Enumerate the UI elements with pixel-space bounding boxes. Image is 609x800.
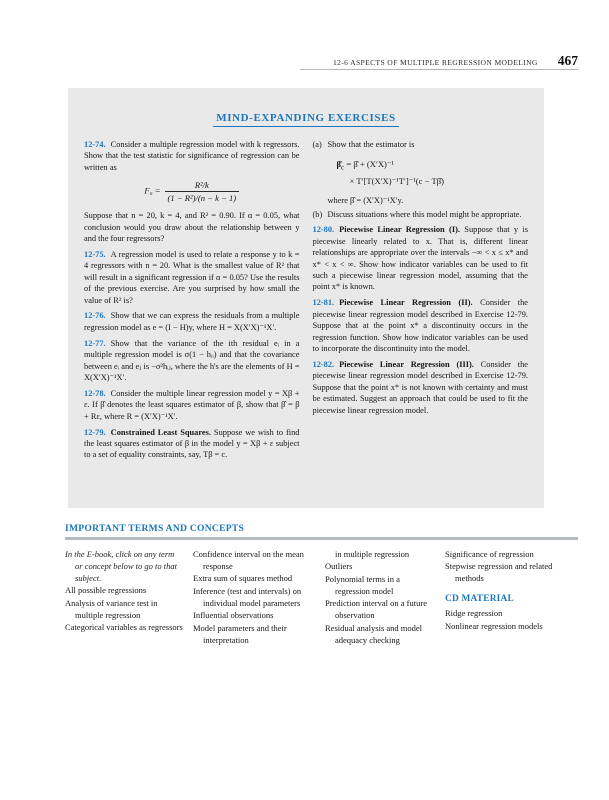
formula-constrained-estimator [337,158,529,188]
exercise-number: 12-77. [84,338,106,348]
exercise-12-78 [84,388,300,422]
term-item[interactable]: All possible regressions [65,585,147,596]
formula-lhs: F₀ = [144,185,161,196]
exercise-text: Consider the multiple linear regression model y = Xβ + ε. If β̂ denotes the least squares estimator of β, show that β̂ = β + Rε, where R = (X′X)⁻¹X′. [84,388,300,421]
exercise-text: Consider a multiple regression model with k regressors. Show that the test statistic for significance of regression can be written as [84,140,300,172]
exercise-12-76 [84,310,300,333]
subscript-c: c [341,164,345,173]
term-item-continuation[interactable]: in multiple regression [335,548,410,559]
formula-rest: = β̂ + (X′X)⁻¹ [344,159,395,170]
exercise-text: A regression model is used to relate a response y to k = 4 regressors with n = 20. What is the smallest value of R² that will result in a significant regression if α = 0.05? Use the results of the previous exercise. Are you surprised by how small the value of R² is? [84,249,300,305]
term-item[interactable]: Extra sum of squares method [193,573,293,584]
exercise-text: Suppose that y is piecewise linearly related to x. That is, different linear relationships are appropriate over the intervals −∞ < x ≤ x* and x* < x < ∞. Show how indicator variables can be used to fit such a piecewise linear regression model, assuming that the point x* is known. [312,225,528,292]
exercise-number: 12-82. [312,359,335,369]
exercise-title: Piecewise Linear Regression (II). [339,298,473,308]
fraction-denominator: (1 − R²)/(n − k − 1) [165,191,240,203]
exercise-number: 12-79. [84,427,106,437]
formula-line-2: × T′[T(X′X)⁻¹T′]⁻¹(c − Tβ̂) [349,176,444,187]
page-number: 467 [557,53,578,68]
section-title: 12-6 ASPECTS OF MULTIPLE REGRESSION MODELING [332,58,538,67]
exercise-title: Piecewise Linear Regression (I). [339,225,460,235]
ebook-note: In the E-book, click on any term or concept below to go to that subject. [65,548,177,583]
exercise-12-82 [313,359,529,416]
item-label: (a) [312,140,322,149]
item-label: (b) [312,209,323,219]
terms-column-1 [65,548,193,647]
exercise-12-81 [313,297,529,354]
exercises-title-wrap [84,108,528,127]
exercises-left-column [84,139,300,461]
exercise-12-74 [84,139,300,173]
term-item[interactable]: Confidence interval on the mean response [193,548,304,571]
term-item[interactable]: Inference (test and intervals) on individual model parameters [193,585,302,608]
cd-material-item[interactable]: Nonlinear regression models [445,620,543,631]
exercise-12-75 [84,249,300,306]
running-head [0,53,578,69]
item-text: Show that the estimator is [327,140,415,149]
list-item-b [313,209,529,220]
term-item[interactable]: Analysis of variance test in multiple regression [65,597,158,620]
item-text: Discuss situations where this model might be appropriate. [327,209,522,219]
exercises-right-column [313,139,529,461]
exercise-number: 12-80. [312,225,335,235]
term-item[interactable]: Prediction interval on a future observation [325,598,427,621]
exercise-number: 12-75. [84,249,106,259]
exercise-text: Suppose we wish to find the least squares estimator of β in the model y = Xβ + ε subject to a set of equality constraints, say, Tβ = c. [84,427,300,460]
term-item[interactable]: Stepwise regression and related methods [445,561,553,584]
term-item[interactable]: Model parameters and their interpretation [193,622,287,645]
important-terms-section [65,523,578,646]
mind-expanding-exercises-box [68,88,544,508]
exercises-columns [84,139,528,461]
exercises-title: MIND-EXPANDING EXERCISES [213,112,399,127]
formula-line-1 [337,158,529,175]
exercise-12-80 [313,224,529,292]
exercise-number: 12-76. [84,311,106,321]
beta-hat: β̂ [336,159,342,170]
term-item[interactable]: Significance of regression [445,548,534,559]
terms-column-4 [445,548,578,647]
term-item[interactable]: Polynomial terms in a regression model [325,573,400,596]
term-item[interactable]: Outliers [325,561,353,572]
list-item-a [313,139,529,150]
where-clause: where β̂ = (X′X)⁻¹X′y. [327,196,404,206]
term-item[interactable]: Categorical variables as regressors [65,622,183,633]
exercise-text: Show that the variance of the ith residual eᵢ in a multiple regression model is σ(1 − hᵢᵢ) and that the covariance between eᵢ and eⱼ is −σ²hᵢⱼ, where the h's are the elements of H = X(X′X)⁻¹X′. [84,338,300,382]
exercise-title: Constrained Least Squares. [110,427,211,437]
exercise-number: 12-74. [84,140,106,149]
cd-material-item[interactable]: Ridge regression [445,608,503,619]
formula-f0 [84,180,300,203]
exercise-text: Show that we can express the residuals from a multiple regression model as e = (I − H)y, where H = X(X′X)⁻¹X′. [84,311,300,332]
exercise-12-77 [84,338,300,384]
exercise-text: Suppose that n = 20, k = 4, and R² = 0.90. If α = 0.05, what conclusion would you draw about the relationship between y and the four regressors? [84,211,300,244]
terms-column-2 [193,548,325,647]
terms-grid [65,548,578,647]
cd-material-heading: CD MATERIAL [445,594,514,605]
exercise-number: 12-78. [84,388,106,398]
fraction [165,180,240,203]
term-item[interactable]: Residual analysis and model adequacy checking [325,622,423,645]
exercise-text: Consider the piecewise linear regression model described in Exercise 12-79. Suppose that the point x* is not known with certainty and must be estimated. Suggest an approach that could be used to fit the piecewise linear regression model. [312,359,528,415]
exercise-12-79 [84,427,300,461]
terms-heading: IMPORTANT TERMS AND CONCEPTS [65,523,245,534]
header-rule [300,69,578,70]
term-item[interactable]: Influential observations [193,610,274,621]
terms-column-3 [325,548,445,647]
exercise-text: Consider the piecewise linear regression model described in Exercise 12-79. Suppose that at the point x* a discontinuity occurs in the regression function. Show how indicator variables can be used to incorporate the discontinuity into the model. [312,298,528,353]
exercise-title: Piecewise Linear Regression (III). [339,359,474,369]
exercise-12-74-continued [84,210,300,244]
exercise-number: 12-81. [312,298,335,308]
fraction-numerator: R²/k [194,180,209,191]
terms-rule [65,537,578,540]
